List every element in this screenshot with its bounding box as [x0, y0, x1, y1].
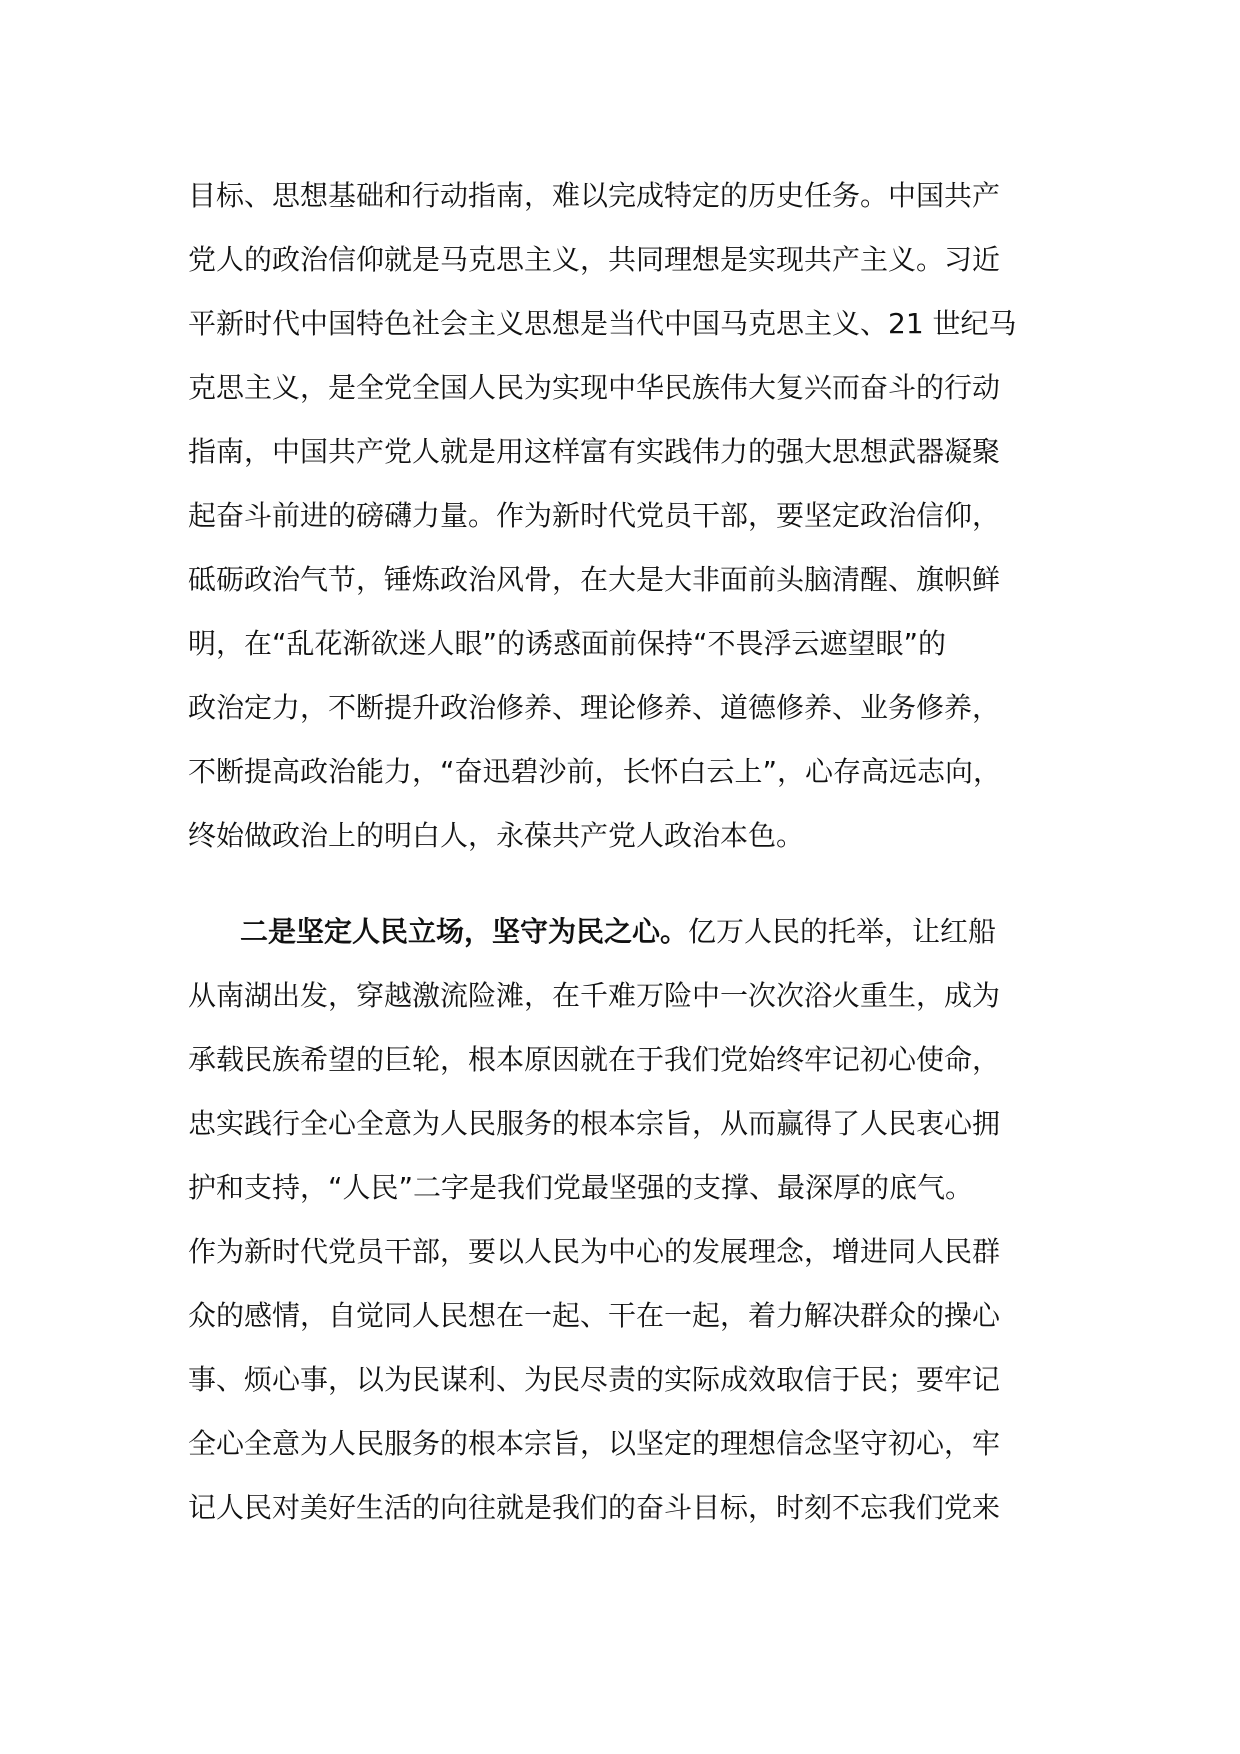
text-line: 克思主义，是全党全国人民为实现中华民族伟大复兴而奋斗的行动 [188, 371, 1001, 404]
paragraph-people-stance [188, 900, 1058, 1540]
text-segment: 亿万人民的托举，让红船 [688, 915, 997, 948]
text-line: 护和支持，“人民”二字是我们党最坚强的支撑、最深厚的底气。 [188, 1171, 974, 1204]
text-line: 平新时代中国特色社会主义思想是当代中国马克思主义、21 世纪马 [188, 307, 1017, 340]
text-line: 事、烦心事，以为民谋利、为民尽责的实际成效取信于民；要牢记 [188, 1363, 1001, 1396]
text-line: 从南湖出发，穿越激流险滩，在千难万险中一次次浴火重生，成为 [188, 979, 1001, 1012]
text-line: 众的感情，自觉同人民想在一起、干在一起，着力解决群众的操心 [188, 1299, 1001, 1332]
text-line: 全心全意为人民服务的根本宗旨，以坚定的理想信念坚守初心，牢 [188, 1427, 1001, 1460]
text-line: 承载民族希望的巨轮，根本原因就在于我们党始终牢记初心使命， [188, 1043, 1001, 1076]
paragraph-heading-bold: 二是坚定人民立场，坚守为民之心。 [240, 915, 689, 948]
text-line: 明，在“乱花渐欲迷人眼”的诱惑面前保持“不畏浮云遮望眼”的 [188, 627, 947, 660]
text-line: 记人民对美好生活的向往就是我们的奋斗目标，时刻不忘我们党来 [188, 1491, 1001, 1524]
text-line: 不断提高政治能力，“奋迅碧沙前，长怀白云上”，心存高远志向， [188, 755, 1002, 788]
text-line: 起奋斗前进的磅礴力量。作为新时代党员干部，要坚定政治信仰， [188, 499, 1001, 532]
paragraph-political-belief [188, 164, 1058, 868]
text-line: 忠实践行全心全意为人民服务的根本宗旨，从而赢得了人民衷心拥 [188, 1107, 1001, 1140]
text-line: 砥砺政治气节，锤炼政治风骨，在大是大非面前头脑清醒、旗帜鲜 [188, 563, 1001, 596]
text-line: 作为新时代党员干部，要以人民为中心的发展理念，增进同人民群 [188, 1235, 1001, 1268]
paragraph-first-line [188, 900, 1058, 964]
text-line: 党人的政治信仰就是马克思主义，共同理想是实现共产主义。习近 [188, 243, 1001, 276]
text-line: 终始做政治上的明白人，永葆共产党人政治本色。 [188, 819, 805, 852]
text-line: 指南，中国共产党人就是用这样富有实践伟力的强大思想武器凝聚 [188, 435, 1001, 468]
text-line: 政治定力，不断提升政治修养、理论修养、道德修养、业务修养， [188, 691, 1001, 724]
text-line: 目标、思想基础和行动指南，难以完成特定的历史任务。中国共产 [188, 179, 1001, 212]
